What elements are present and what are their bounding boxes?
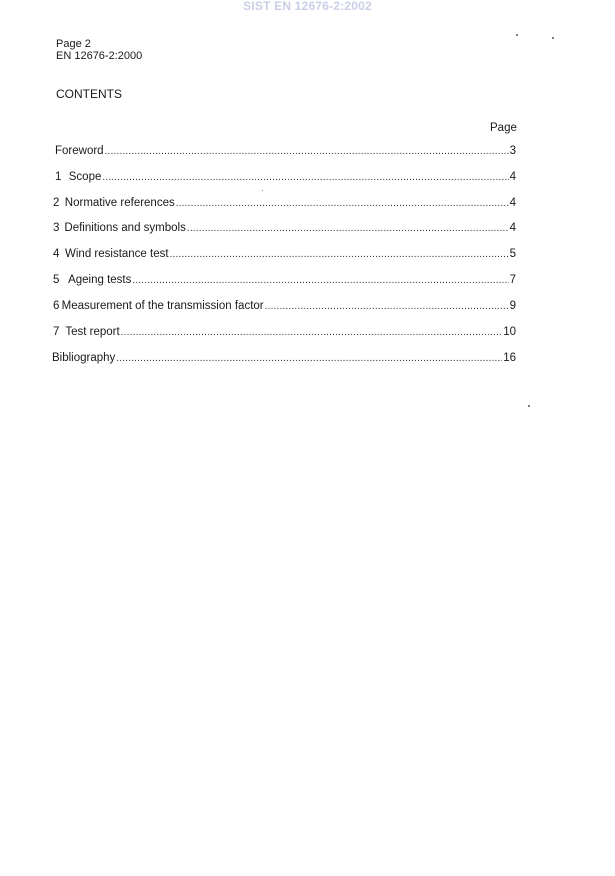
- watermark: SIST EN 12676-2:2002: [243, 0, 372, 13]
- page-header: [56, 38, 142, 62]
- toc-entry-title: Test report: [65, 326, 120, 338]
- toc-entry-scope[interactable]: [55, 171, 516, 185]
- toc-entry-title: Ageing tests: [68, 274, 132, 286]
- toc-entry-page: 10: [503, 326, 516, 338]
- toc-entry-number: 5: [53, 274, 60, 286]
- scan-speck: [516, 34, 518, 36]
- toc-entry-number: 4: [53, 248, 60, 260]
- toc-leader-dots: [187, 223, 509, 234]
- scan-speck: [262, 190, 263, 191]
- toc-entry-ageing-tests[interactable]: [53, 274, 516, 288]
- toc-leader-dots: [116, 353, 502, 364]
- toc-leader-dots: [105, 146, 509, 157]
- toc-entry-title: Wind resistance test: [65, 248, 169, 260]
- toc-leader-dots: [121, 327, 503, 338]
- toc-entry-title: Measurement of the transmission factor: [61, 300, 264, 312]
- scan-speck: [528, 405, 530, 407]
- toc-leader-dots: [176, 198, 509, 209]
- toc-entry-number: 3: [53, 222, 60, 234]
- toc-leader-dots: [265, 301, 509, 312]
- toc-entry-number: 6: [53, 300, 60, 312]
- toc-entry-number: 2: [53, 197, 60, 209]
- toc-entry-page: 5: [509, 248, 516, 260]
- toc-entry-bibliography[interactable]: [52, 352, 516, 366]
- toc-entry-page: 3: [509, 145, 516, 157]
- toc-entry-number: 1: [55, 171, 62, 183]
- toc-entry-title: Bibliography: [52, 352, 116, 364]
- page-number: Page 2: [56, 38, 91, 50]
- toc-entry-measurement-transmission-factor[interactable]: [53, 300, 516, 314]
- contents-heading: CONTENTS: [56, 87, 122, 101]
- toc-entry-number: 7: [53, 326, 60, 338]
- toc-entry-title: Definitions and symbols: [64, 222, 186, 234]
- toc-entry-foreword[interactable]: [55, 145, 516, 159]
- toc-entry-page: 9: [509, 300, 516, 312]
- toc-entry-page: 7: [509, 274, 516, 286]
- page-column-label: Page: [490, 122, 517, 134]
- toc-leader-dots: [132, 275, 508, 286]
- toc-entry-page: 4: [509, 222, 516, 234]
- toc-entry-title: Foreword: [55, 145, 104, 157]
- scan-speck: [552, 37, 554, 39]
- toc-entry-test-report[interactable]: [53, 326, 516, 340]
- toc-entry-definitions-and-symbols[interactable]: [53, 222, 516, 236]
- toc-leader-dots: [170, 249, 509, 260]
- toc-entry-normative-references[interactable]: [53, 197, 516, 211]
- toc-entry-title: Normative references: [64, 197, 175, 209]
- toc-leader-dots: [102, 172, 508, 183]
- toc-entry-page: 16: [503, 352, 516, 364]
- toc-entry-title: Scope: [68, 171, 102, 183]
- toc-entry-wind-resistance-test[interactable]: [53, 248, 516, 262]
- toc-entry-page: 4: [509, 197, 516, 209]
- standard-reference: EN 12676-2:2000: [56, 50, 143, 62]
- toc-entry-page: 4: [509, 171, 516, 183]
